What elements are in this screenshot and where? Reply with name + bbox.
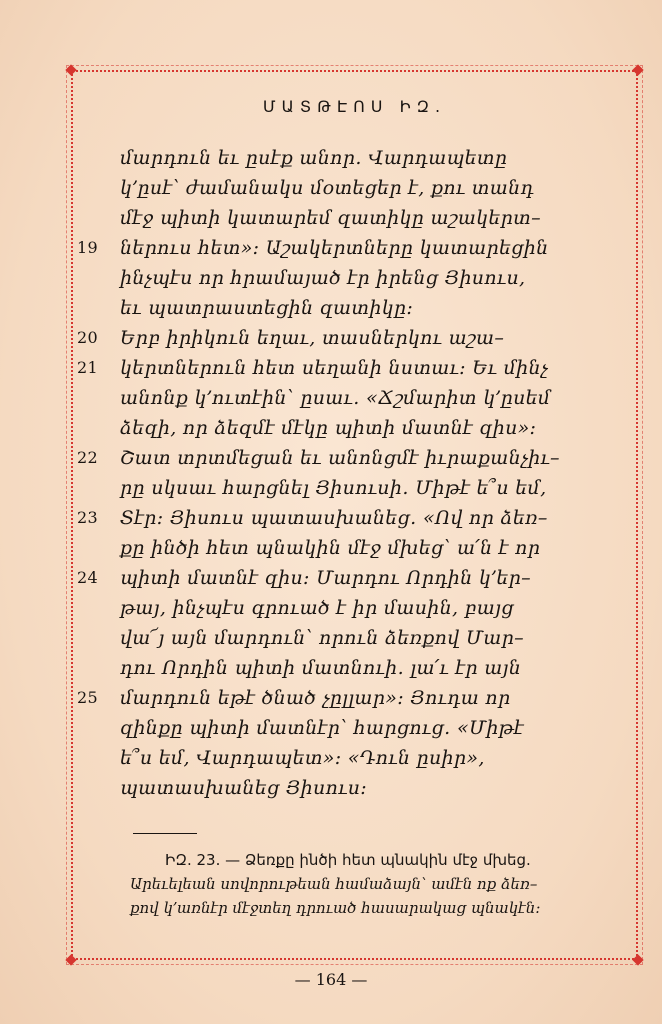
line-text: մարդուն եթէ ծնած չըլլար»։ Յուդա որ — [120, 687, 511, 709]
verse-number: 25 — [77, 688, 98, 707]
text-line — [120, 383, 590, 413]
text-line — [120, 173, 590, 203]
line-text: Երբ իրիկուն եղաւ, տասներկու աշա– — [120, 327, 505, 349]
verse-number: 19 — [77, 238, 98, 257]
text-line — [120, 143, 590, 173]
text-line — [120, 743, 590, 773]
text-line — [120, 293, 590, 323]
text-line — [120, 623, 590, 653]
line-text: մէջ պիտի կատարեմ զատիկը աշակերտ– — [120, 207, 541, 229]
footnote-rule — [133, 833, 197, 834]
text-line — [120, 533, 590, 563]
text-line — [120, 593, 590, 623]
page-number: — 164 — — [294, 970, 368, 989]
line-text: քը ինծի հետ պնակին մէջ մխեց՝ ա՛ն է որ — [120, 537, 541, 559]
line-text: կերտներուն հետ սեղանի նստաւ։ Եւ մինչ — [120, 357, 549, 379]
text-line — [120, 653, 590, 683]
line-text: եւ պատրաստեցին զատիկը։ — [120, 297, 414, 319]
line-text: մարդուն եւ ըսէք անոր․ Վարդապետը — [120, 147, 508, 169]
line-text: րը սկսաւ հարցնել Յիսուսի․ Միթէ ե՞ս եմ, — [120, 477, 547, 499]
footnote — [120, 848, 600, 920]
line-text: ներուս հետ»։ Աշակերտները կատարեցին — [120, 237, 549, 259]
footnote-line: Արեւելեան սովորութեան համաձայն՝ ամէն ոք ձեռ– — [130, 875, 538, 893]
line-text: ձեզի, որ ձեզմէ մէկը պիտի մատնէ զիս»։ — [120, 417, 537, 439]
line-text: պիտի մատնէ զիս։ Մարդու Որդին կ՚եր– — [120, 567, 531, 589]
verse-number: 22 — [77, 448, 98, 467]
line-text: վա՜յ այն մարդուն՝ որուն ձեռքով Մար– — [120, 627, 524, 649]
line-text: պատասխանեց Յիսուս։ — [120, 777, 367, 799]
verse-number: 21 — [77, 358, 98, 377]
text-line — [77, 233, 590, 263]
main-text — [77, 143, 590, 803]
text-line — [120, 713, 590, 743]
line-text: Շատ տրտմեցան եւ անոնցմէ իւրաքանչիւ– — [120, 447, 560, 469]
verse-number: 23 — [77, 508, 98, 527]
line-text: կ՚ըսէ՝ ժամանակս մօտեցեր է, քու տանդ — [120, 177, 534, 199]
text-line — [77, 443, 590, 473]
footnote-reference: ԻԶ. 23. — Ձեռքը ինծի հետ պնակին մէջ մխեց. — [165, 851, 531, 869]
line-text: ե՞ս եմ, Վարդապետ»։ «Դուն ըսիր», — [120, 747, 485, 769]
line-text: թայ, ինչպէս գրուած է իր մասին, բայց — [120, 597, 514, 619]
line-text: Տէր։ Յիսուս պատասխանեց․ «Ով որ ձեռ– — [120, 507, 548, 529]
verse-number: 20 — [77, 328, 98, 347]
running-header: ՄԱՏԹԷՈՍ ԻԶ. — [262, 97, 447, 116]
text-line — [77, 323, 590, 353]
text-line — [120, 473, 590, 503]
footnote-line: քով կ՚առնէր մէջտեղ դրուած հասարակաց պնակէն։ — [130, 899, 541, 917]
line-text: դու Որդին պիտի մատնուի․ լա՛ւ էր այն — [120, 657, 522, 679]
text-line — [120, 203, 590, 233]
text-line — [77, 353, 590, 383]
text-line — [120, 773, 590, 803]
line-text: զինքը պիտի մատնէր՝ հարցուց․ «Միթէ — [120, 717, 524, 739]
text-line — [120, 413, 590, 443]
text-line — [77, 563, 590, 593]
line-text: ինչպէս որ հրամայած էր իրենց Յիսուս, — [120, 267, 526, 289]
text-line — [120, 263, 590, 293]
text-line — [77, 503, 590, 533]
verse-number: 24 — [77, 568, 98, 587]
text-line — [77, 683, 590, 713]
line-text: անոնք կ՚ուտէին՝ ըսաւ․ «Ճշմարիտ կ՚ըսեմ — [120, 387, 551, 409]
